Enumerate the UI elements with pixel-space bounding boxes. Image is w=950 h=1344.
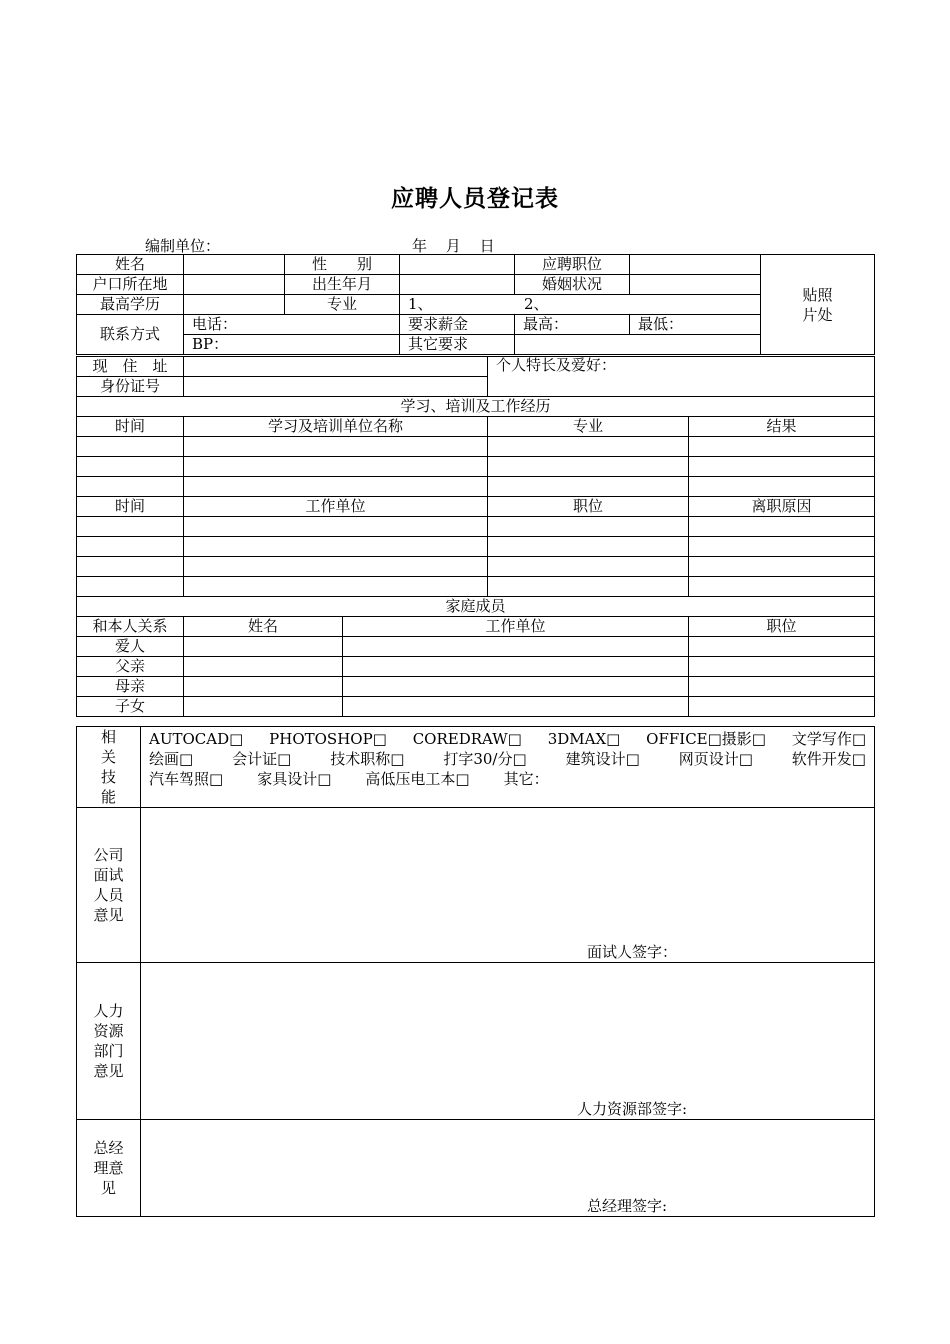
label-name: 姓名 [77, 255, 184, 275]
header-work-time: 时间 [77, 497, 184, 517]
label-salary: 要求薪金 [400, 315, 515, 335]
field-marital[interactable] [630, 275, 761, 295]
gm-opinion-field[interactable] [141, 1120, 875, 1217]
label-hr-opinion: 人力 资源 部门 意见 [77, 963, 141, 1120]
field-salary-low[interactable]: 最低： [630, 315, 761, 335]
skill-title[interactable]: 技术职称□ [330, 750, 405, 768]
field-bp[interactable]: BP： [184, 335, 400, 355]
skills-row-3 [149, 769, 866, 789]
header-study-time: 时间 [77, 417, 184, 437]
label-marital: 婚姻状况 [515, 275, 630, 295]
header-family-name: 姓名 [184, 617, 343, 637]
field-address[interactable] [184, 357, 488, 377]
label-skills: 相 关 技 能 [77, 727, 141, 808]
hr-signature-label: 人力资源部签字: [577, 1100, 688, 1118]
header-work-org: 工作单位 [184, 497, 488, 517]
header-study-major: 专业 [488, 417, 689, 437]
basic-info-table [76, 254, 875, 355]
table-row [77, 457, 875, 477]
skills-row-1 [149, 729, 866, 749]
field-position-applied[interactable] [630, 255, 761, 275]
header-study-result: 结果 [689, 417, 875, 437]
major-2: 2、 [524, 295, 549, 313]
interviewer-signature-label: 面试人签字： [587, 943, 678, 961]
section-family: 家庭成员 [77, 597, 875, 617]
field-gender[interactable] [400, 255, 515, 275]
label-hobbies: 个人特长及爱好： [496, 356, 617, 374]
label-birth: 出生年月 [285, 275, 400, 295]
label-hukou: 户口所在地 [77, 275, 184, 295]
label-interviewer-opinion: 公司 面试 人员 意见 [77, 808, 141, 963]
table-row [77, 517, 875, 537]
label-position-applied: 应聘职位 [515, 255, 630, 275]
date-line [412, 235, 495, 256]
skill-software[interactable]: 软件开发□ [791, 750, 866, 768]
label-education: 最高学历 [77, 295, 184, 315]
skill-typing[interactable]: 打字30/分□ [443, 750, 527, 768]
header-relation: 和本人关系 [77, 617, 184, 637]
skill-3dmax[interactable]: 3DMAX□ [547, 730, 621, 748]
page-title: 应聘人员登记表 [391, 185, 559, 212]
field-birth[interactable] [400, 275, 515, 295]
skills-row-2 [149, 749, 866, 769]
experience-family-table [76, 356, 875, 717]
field-id-number[interactable] [184, 377, 488, 397]
label-contact: 联系方式 [77, 315, 184, 355]
date-day: 日 [479, 237, 495, 255]
skills-checklist [141, 727, 875, 808]
field-major[interactable] [400, 295, 761, 315]
label-id-number: 身份证号 [77, 377, 184, 397]
label-major: 专业 [285, 295, 400, 315]
hr-opinion-field[interactable] [141, 963, 875, 1120]
table-row [77, 637, 875, 657]
field-hobbies[interactable] [488, 357, 875, 397]
field-other-req[interactable] [515, 335, 761, 355]
skill-electrician[interactable]: 高低压电工本□ [365, 770, 470, 788]
major-1: 1、 [408, 295, 433, 313]
skill-driving[interactable]: 汽车驾照□ [149, 770, 224, 788]
section-experience: 学习、培训及工作经历 [77, 397, 875, 417]
relation-child: 子女 [77, 697, 184, 717]
field-name[interactable] [184, 255, 285, 275]
skill-writing[interactable]: 文学写作□ [791, 730, 866, 748]
table-row [77, 537, 875, 557]
header-work-position: 职位 [488, 497, 689, 517]
header-family-org: 工作单位 [343, 617, 689, 637]
skill-office-photography[interactable]: OFFICE□摄影□ [646, 730, 766, 748]
table-row [77, 577, 875, 597]
table-row [77, 657, 875, 677]
compiling-unit-label: 编制单位： [145, 237, 221, 255]
relation-father: 父亲 [77, 657, 184, 677]
table-row [77, 477, 875, 497]
skill-other[interactable]: 其它： [503, 770, 549, 788]
label-address: 现 住 址 [77, 357, 184, 377]
label-gender: 性 别 [285, 255, 400, 275]
field-salary-high[interactable]: 最高： [515, 315, 630, 335]
table-row [77, 557, 875, 577]
skills-opinion-table [76, 726, 875, 1217]
photo-area[interactable]: 贴照 片处 [761, 255, 875, 355]
header-work-reason: 离职原因 [689, 497, 875, 517]
date-month: 月 [445, 237, 461, 255]
field-phone[interactable]: 电话： [184, 315, 400, 335]
table-row [77, 437, 875, 457]
gm-signature-label: 总经理签字: [587, 1197, 668, 1215]
interviewer-opinion-field[interactable] [141, 808, 875, 963]
label-other-req: 其它要求 [400, 335, 515, 355]
table-row [77, 677, 875, 697]
table-row [77, 697, 875, 717]
header-family-position: 职位 [689, 617, 875, 637]
skill-architecture[interactable]: 建筑设计□ [565, 750, 640, 768]
skill-autocad[interactable]: AUTOCAD□ [149, 730, 244, 748]
skill-furniture[interactable]: 家具设计□ [257, 770, 332, 788]
field-education[interactable] [184, 295, 285, 315]
skill-accounting[interactable]: 会计证□ [232, 750, 292, 768]
label-gm-opinion: 总经 理意 见 [77, 1120, 141, 1217]
field-hukou[interactable] [184, 275, 285, 295]
skill-photoshop[interactable]: PHOTOSHOP□ [269, 730, 387, 748]
relation-spouse: 爱人 [77, 637, 184, 657]
relation-mother: 母亲 [77, 677, 184, 697]
skill-painting[interactable]: 绘画□ [149, 750, 194, 768]
header-study-org: 学习及培训单位名称 [184, 417, 488, 437]
date-year: 年 [412, 237, 428, 255]
skill-coredraw[interactable]: COREDRAW□ [412, 730, 522, 748]
skill-webdesign[interactable]: 网页设计□ [678, 750, 753, 768]
